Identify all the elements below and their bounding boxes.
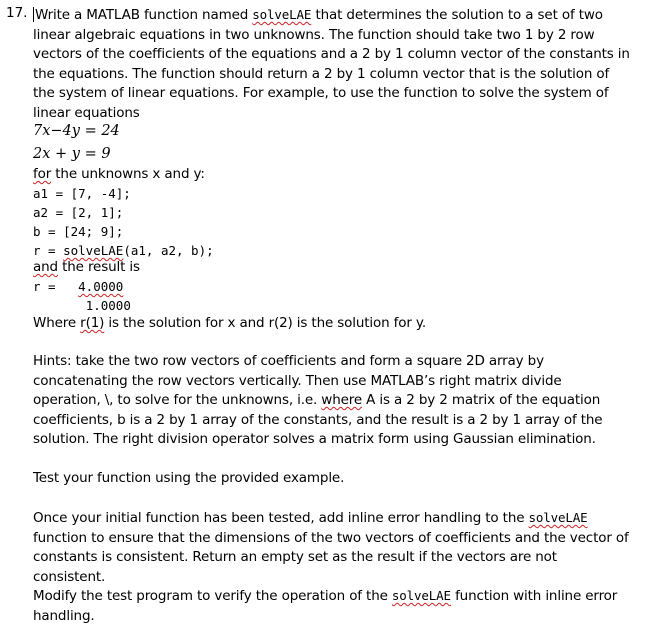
error-post: function to ensure that the dimensions of the two vectors of coefficients and the vector of constants is consistent. Return an empty set as the result if the vectors are not consistent. [33,529,629,585]
hints-paragraph [33,352,633,450]
result-intro-line [33,258,633,278]
intro-paragraph [33,5,633,123]
hints-where: where [321,392,363,408]
call-post: (a1, a2, b); [123,243,214,258]
modify-pre: Modify the test program to verify the operation of the [33,588,392,604]
where-pre: Where [33,315,81,331]
where-r1: r(1) [80,315,105,331]
modify-fn: solveLAE [391,588,451,603]
result-line-1 [33,277,123,297]
hints-part1: Hints: take the two row vectors of coefficients and form a square 2D array by concatenating the row vectors vertically. Then use MATLAB’s right matrix divide operation, \, to solve for the unknowns, i.e. [33,353,562,408]
problem-number: 17. [6,5,28,21]
result-value-2: 1.0000 [85,298,131,313]
intro-text-mid: that determines the solution to a set of two [311,7,603,23]
intro-text-start: Write a MATLAB function named [35,7,253,23]
code-line-a2: a2 = [2, 1]; [33,205,124,220]
where-post: is the solution for x and r(2) is the solution for y. [104,315,426,331]
equation-2: 2x + y = 9 [33,146,111,162]
unknowns-rest: the unknowns x and y: [51,166,205,182]
result-lead: and [33,259,58,275]
error-fn: solveLAE [528,510,588,525]
modify-post: function with inline error handling. [33,588,618,624]
result-label: r = [33,279,56,294]
error-handling-paragraph [33,508,633,587]
code-line-b: b = [24; 9]; [33,224,124,239]
equation-1: 7x−4y = 24 [33,123,120,139]
error-pre: Once your initial function has been tested, add inline error handling to the [33,510,529,526]
call-fn: solveLAE [63,243,124,258]
where-line [33,314,633,334]
code-line-a1: a1 = [7, -4]; [33,186,131,201]
hints-part2: A is a 2 by 2 matrix of the equation coefficients, b is a 2 by 1 array of the constants, and the result is a 2 by 1 array of the solution. The right division operator solves a matrix form using Gaussian elimination. [33,392,603,447]
result-line-2 [33,296,131,316]
intro-text-rest: linear algebraic equations in two unknowns. The function should take two 1 by 2 row vectors of the coefficients of the equations and a 2 by 1 column vector of the constants in the equations. The function should return a 2 by 1 column vector that is the solution of the system of linear equations. For example, to use the function to solve the system of linear equations [33,26,630,121]
unknowns-line [33,165,633,185]
result-value-1: 4.0000 [78,279,124,294]
test-line: Test your function using the provided example. [33,470,345,486]
result-rest: the result is [57,259,140,275]
function-name: solveLAE [252,7,312,22]
modify-paragraph [33,586,633,626]
text-cursor [33,7,34,22]
call-pre: r = [33,243,64,258]
unknowns-lead: for [33,166,52,182]
